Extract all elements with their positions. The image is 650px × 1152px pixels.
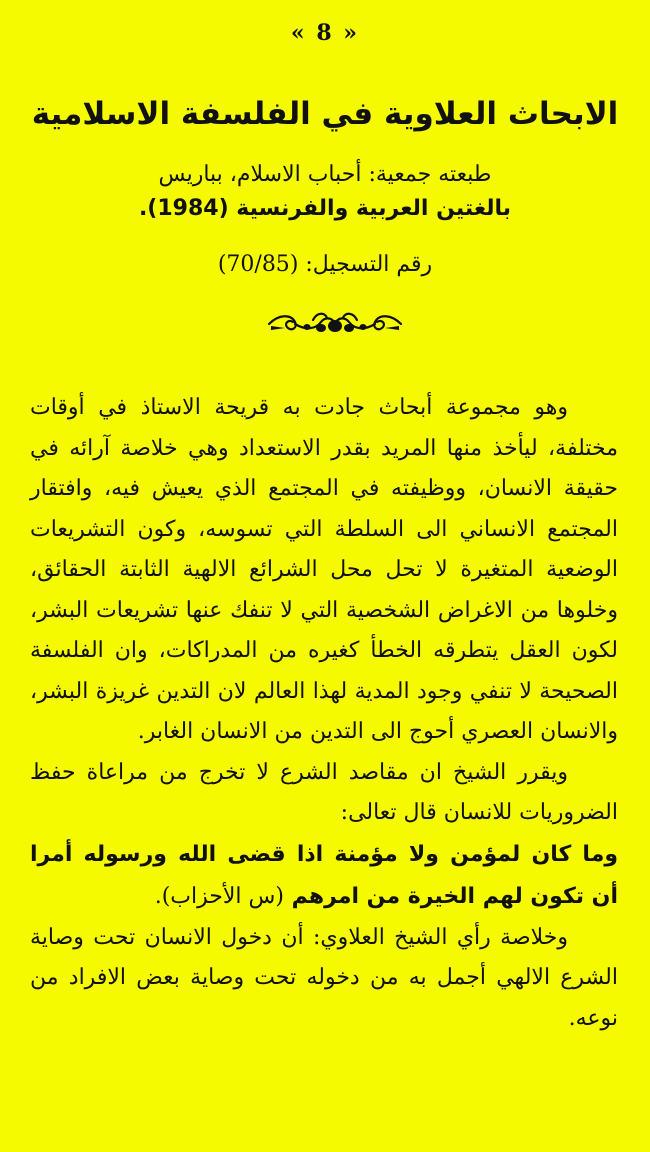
edition-line: بالغتين العربية والفرنسية (1984). (138, 196, 512, 221)
page-title: الابحاث العلاوية في الفلسفة الاسلامية (31, 96, 619, 132)
registration-line: رقم التسجيل: (70/85) (217, 252, 433, 277)
paragraph-2: ويقرر الشيخ ان مقاصد الشرع لا تخرج من مراعاة حفظ الضروريات للانسان قال تعالى: (30, 759, 618, 825)
quran-quote (30, 834, 618, 918)
paragraph-3: وخلاصة رأي الشيخ العلاوي: أن دخول الانسان تحت وصاية الشرع الالهي أجمل به من دخوله تحت وصاية بعض الافراد من نوعه. (30, 924, 618, 1031)
article-body (30, 388, 618, 1039)
page-number: « 8 » (290, 20, 360, 46)
paragraph-1: وهو مجموعة أبحاث جادت به قريحة الاستاذ في أوقات مختلفة، ليأخذ منها المريد بقدر الاستعداد وهي خلاصة آرائه في حقيقة الانسان، ووظيفته في المجتمع الذي يعيش فيه، وافتقار المجتمع الانساني الى السلطة التي تسوسه، وكون التشريعات الوضعية المتغيرة لا تحل محل الشرائع الالهية الثابتة الحقائق، وخلوها من الاغراض الشخصية التي لا تنفك عنها تشريعات البشر، لكون العقل يتطرقه الخطأ كغيره من المدراكات، وان الفلسفة الصحيحة لا تنفي وجود المدية لهذا العالم لان التدين غريزة البشر، والانسان العصري أحوج الى التدين من الانسان الغابر. (30, 395, 618, 744)
ornament-divider-icon (265, 306, 405, 342)
publisher-line: طبعته جمعية: أحباب الاسلام، بباريس (158, 162, 492, 187)
quote-reference: (س الأحزاب). (154, 883, 284, 909)
quote-text: وما كان لمؤمن ولا مؤمنة اذا قضى الله ورسوله أمرا أن تكون لهم الخيرة من امرهم (30, 841, 618, 909)
